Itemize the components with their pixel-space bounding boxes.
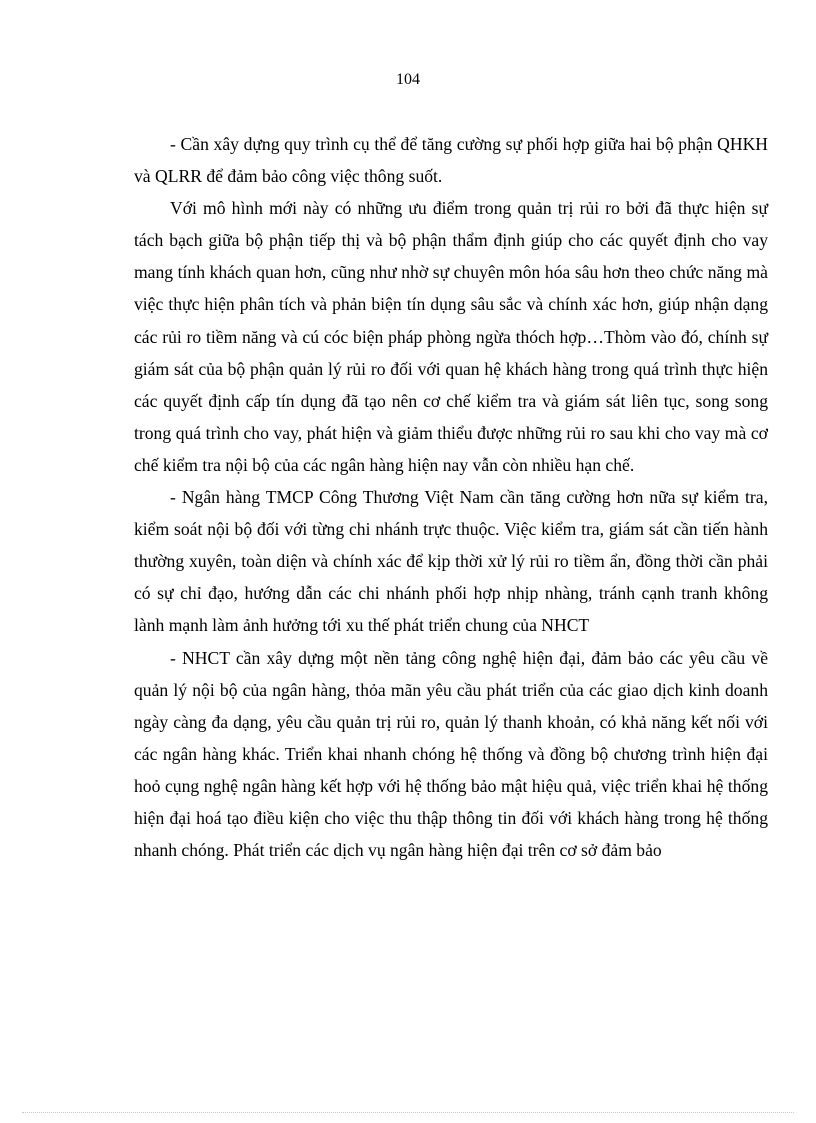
paragraph-coordination: - Cần xây dựng quy trình cụ thể để tăng cường sự phối hợp giữa hai bộ phận QHKH và QLRR để đảm bảo công việc thông suốt. bbox=[134, 134, 768, 187]
paragraph-technology-platform: - NHCT cần xây dựng một nền tảng công nghệ hiện đại, đảm bảo các yêu cầu về quản lý nội bộ của ngân hàng, thỏa mãn yêu cầu phát triển của các giao dịch kinh doanh ngày càng đa dạng, yêu cầu quản trị rủi ro, quản lý thanh khoản, có khả năng kết nối với các ngân hàng khác. Triển khai nhanh chóng hệ thống và đồng bộ chương trình hiện đại hoỏ cụng nghệ ngân hàng kết hợp với hệ thống bảo mật hiệu quả, việc triển khai hệ thống hiện đại hoá tạo điều kiện cho việc thu thập thông tin đối với khách hàng trong hệ thống nhanh chóng. Phát triển các dịch vụ ngân hàng hiện đại trên cơ sở đảm bảo bbox=[134, 647, 768, 861]
page-bottom-divider bbox=[22, 1112, 794, 1113]
body-text bbox=[134, 128, 768, 866]
page-number: 104 bbox=[396, 71, 420, 88]
paragraph-new-model-advantages: Với mô hình mới này có những ưu điểm trong quản trị rủi ro bởi đã thực hiện sự tách bạch giữa bộ phận tiếp thị và bộ phận thẩm định giúp cho các quyết định cho vay mang tính khách quan hơn, cũng như nhờ sự chuyên môn hóa sâu hơn theo chức năng mà việc thực hiện phân tích và phản biện tín dụng sâu sắc và chính xác hơn, giúp nhận dạng các rủi ro tiềm năng và cú cóc biện pháp phòng ngừa thóch hợp…Thòm vào đó, chính sự giám sát của bộ phận quản lý rủi ro đối với quan hệ khách hàng trong quá trình thực hiện các quyết định cấp tín dụng đã tạo nên cơ chế kiểm tra và giám sát liên tục, song song trong quá trình cho vay, phát hiện và giảm thiểu được những rủi ro sau khi cho vay mà cơ chế kiểm tra nội bộ của các ngân hàng hiện nay vẫn còn nhiều hạn chế. bbox=[134, 198, 768, 475]
paragraph-internal-control: - Ngân hàng TMCP Công Thương Việt Nam cần tăng cường hơn nữa sự kiểm tra, kiểm soát nội bộ đối với từng chi nhánh trực thuộc. Việc kiểm tra, giám sát cần tiến hành thường xuyên, toàn diện và chính xác để kịp thời xử lý rủi ro tiềm ẩn, đồng thời cần phải có sự chỉ đạo, hướng dẫn các chi nhánh phối hợp nhịp nhàng, tránh cạnh tranh không lành mạnh làm ảnh hưởng tới xu thế phát triển chung của NHCT bbox=[134, 487, 768, 636]
